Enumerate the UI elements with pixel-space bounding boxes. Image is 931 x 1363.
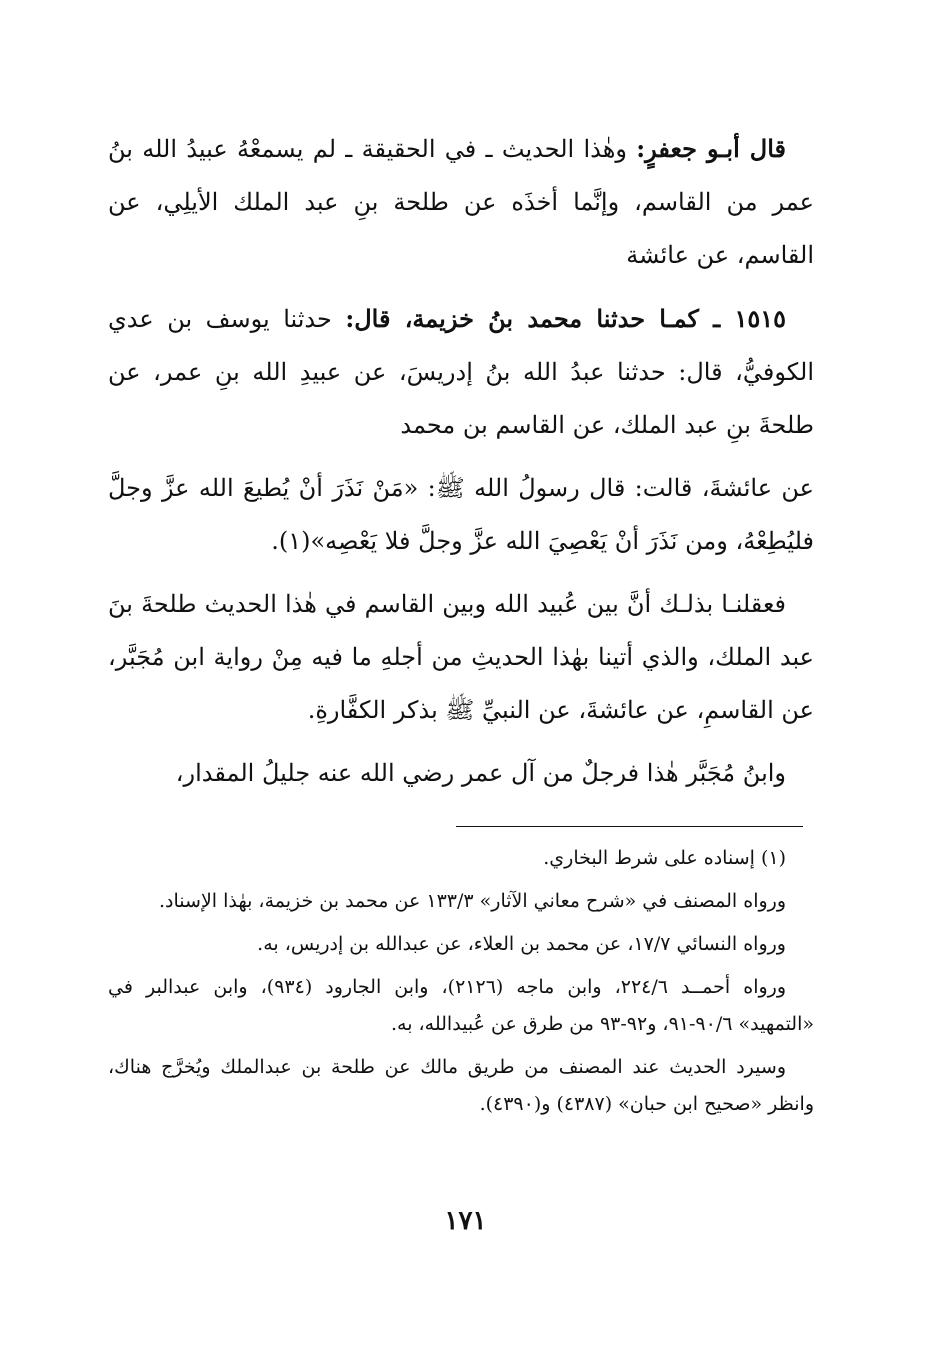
- footnote-divider: [456, 826, 803, 827]
- page-number: ١٧١: [444, 1206, 487, 1236]
- paragraph-2-text: حدثنا يوسف بن عدي الكوفيُّ، قال: حدثنا عبدُ الله بنُ إدريسَ، عن عبيدِ الله بنِ عمر، عن طلحةَ بنِ عبد الملك، عن القاسم بن محمد: [108, 305, 814, 439]
- footnotes: [108, 840, 814, 1129]
- paragraph-1-lead: قال أبـو جعفرٍ:: [636, 134, 786, 163]
- paragraph-4-text: فعقلنـا بذلـك أنَّ بين عُبيد الله وبين القاسم في هٰذا الحديث طلحةَ بنَ عبد الملك، والذي أتينا بهٰذا الحديثِ من أجلهِ ما فيه مِنْ رواية ابن مُجَبَّر، عن القاسمِ، عن عائشةَ، عن النبيِّ ﷺ بذكر الكفَّارةِ.: [108, 590, 815, 724]
- footnote-2: ورواه المصنف في «شرح معاني الآثار» ١٣٣/٣ عن محمد بن خزيمة، بهٰذا الإسناد.: [159, 890, 786, 912]
- footnote-1: (١) إسناده على شرط البخاري.: [543, 847, 786, 869]
- footnote-3: ورواه النسائي ١٧/٧، عن محمد بن العلاء، عن عبدالله بن إدريس، به.: [257, 933, 786, 955]
- paragraph-4: [108, 578, 814, 737]
- paragraph-2: [108, 292, 814, 452]
- paragraph-1: [108, 122, 814, 282]
- paragraph-3: [108, 462, 814, 568]
- footnote-4: ورواه أحمــد ٢٢٤/٦، وابن ماجه (٢١٢٦)، وابن الجارود (٩٣٤)، وابن عبدالبر في «التمهيد» ٩٠/٦-٩١، و٩٢-٩٣ من طرق عن عُبيدالله، به.: [108, 976, 814, 1035]
- main-text: [108, 122, 814, 810]
- hadith-number-lead: ١٥١٥ ـ كمـا حدثنا محمد بنُ خزيمة، قال:: [345, 304, 786, 333]
- paragraph-3-text: عن عائشةَ، قالت: قال رسولُ الله ﷺ: «مَنْ نَذَرَ أنْ يُطيعَ الله عزَّ وجلَّ فليُطِعْهُ، ومن نَذَرَ أنْ يَعْصِيَ الله عزَّ وجلَّ فلا يَعْصِه»(١).: [108, 474, 814, 555]
- footnote-5: وسيرد الحديث عند المصنف من طريق مالك عن طلحة بن عبدالملك ويُخرَّج هناك، وانظر «صحيح ابن حبان» (٤٣٨٧) و(٤٣٩٠).: [108, 1056, 814, 1115]
- paragraph-5: [108, 747, 814, 800]
- paragraph-1-text: وهٰذا الحديث ـ في الحقيقة ـ لم يسمعْهُ عبيدُ الله بنُ عمر من القاسم، وإنَّما أخذَه عن طلحة بنِ عبد الملك الأيلِي، عن القاسم، عن عائشة: [108, 135, 814, 269]
- paragraph-5-text: وابنُ مُجَبَّر هٰذا فرجلٌ من آل عمر رضي الله عنه جليلُ المقدار،: [175, 759, 786, 787]
